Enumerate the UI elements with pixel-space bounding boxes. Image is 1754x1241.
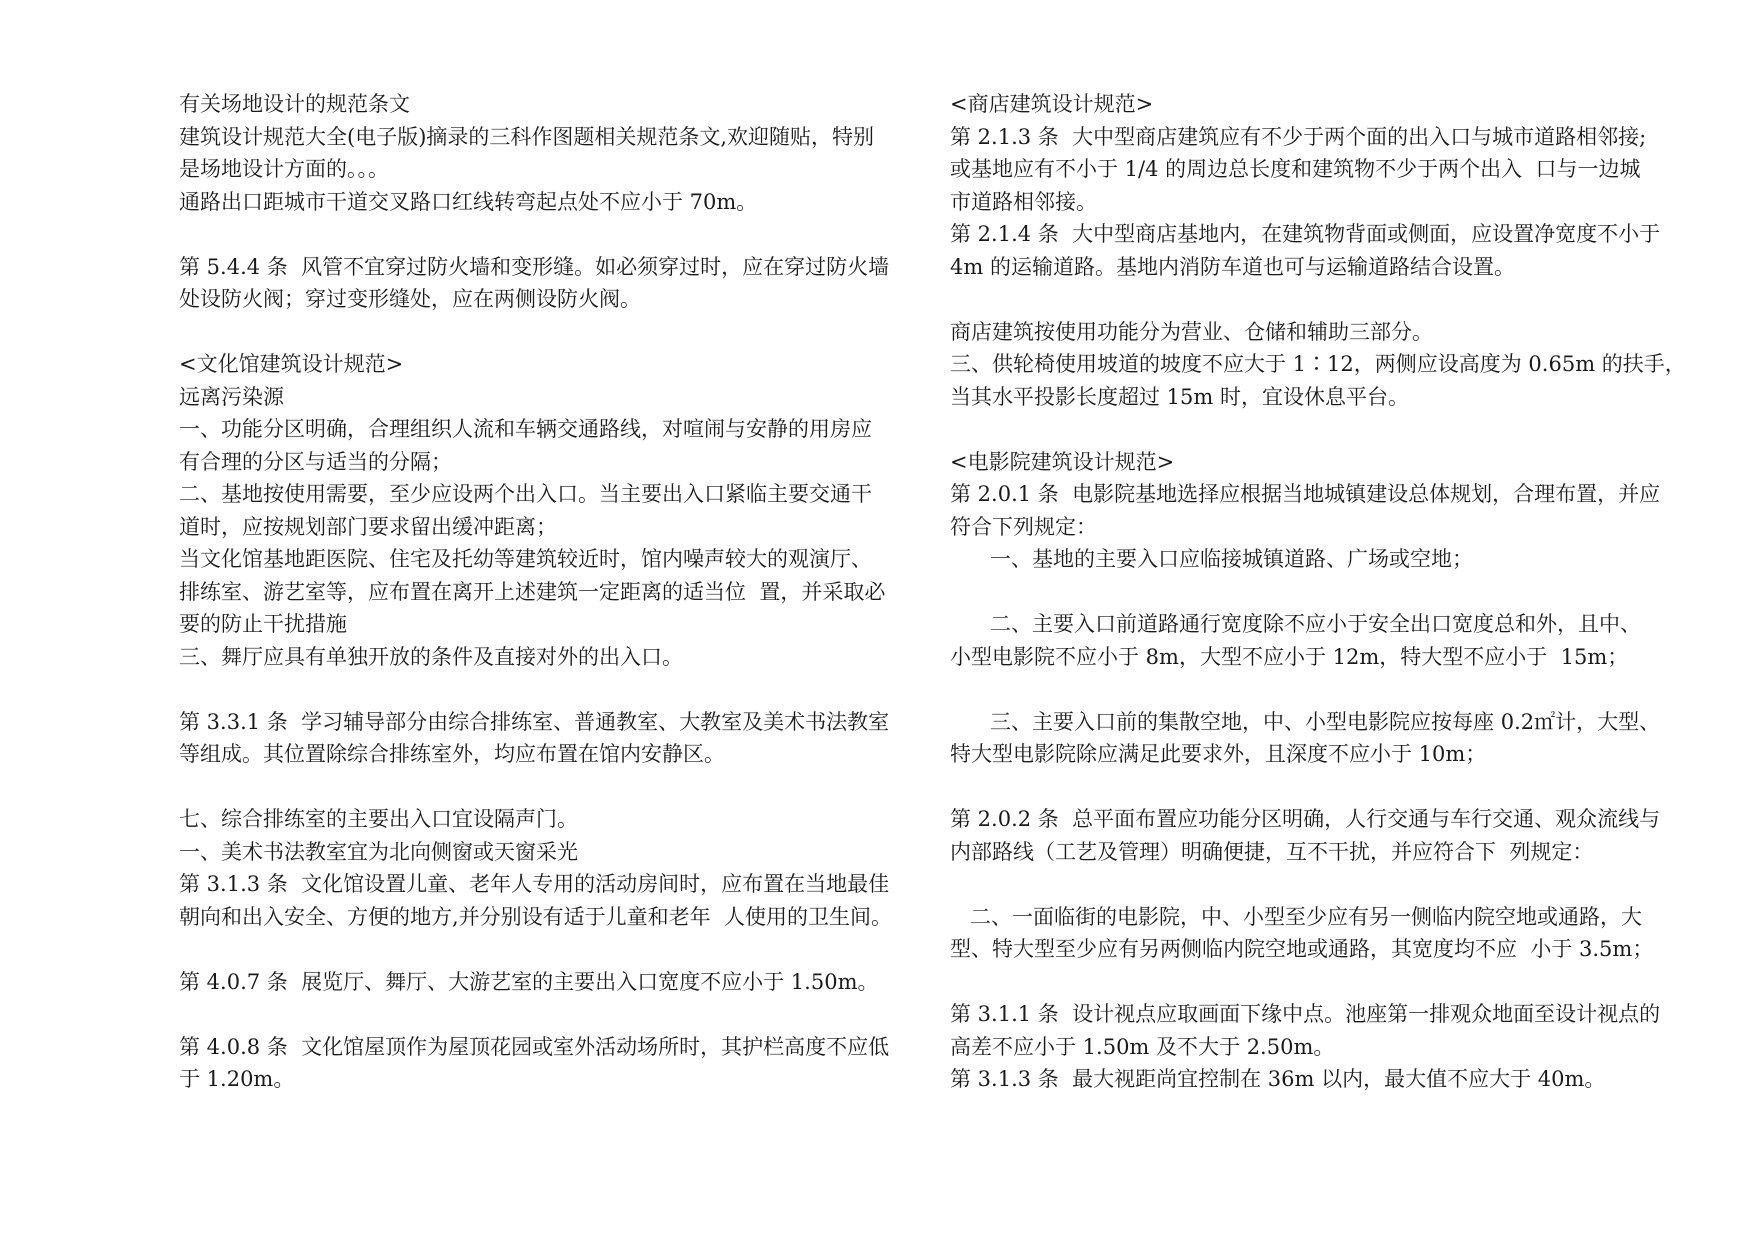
text-line: 或基地应有不小于 1/4 的周边总长度和建筑物不少于两个出入 口与一边城 xyxy=(950,157,1641,181)
text-line: 一、美术书法教室宜为北向侧窗或天窗采光 xyxy=(179,839,578,864)
blank-line xyxy=(179,933,919,966)
text-line: 第 4.0.7 条 展览厅、舞厅、大游艺室的主要出入口宽度不应小于 1.50m。 xyxy=(179,969,879,994)
text-line: <文化馆建筑设计规范> xyxy=(179,352,404,376)
text-line: 当其水平投影长度超过 15m 时，宜设休息平台。 xyxy=(950,384,1409,409)
text-line: 等组成。其位置除综合排练室外，均应布置在馆内安静区。 xyxy=(179,742,725,766)
text-line: 远离污染源 xyxy=(179,384,284,409)
text-line: 通路出口距城市干道交叉路口红线转弯起点处不应小于 70m。 xyxy=(179,189,758,214)
text-line: 道时，应按规划部门要求留出缓冲距离； xyxy=(179,514,557,539)
left-text-column xyxy=(179,88,919,1096)
text-line: 二、一面临街的电影院，中、小型至少应有另一侧临内院空地或通路，大 xyxy=(950,904,1643,929)
blank-line xyxy=(950,673,1680,706)
blank-line xyxy=(950,771,1680,804)
text-line: 处设防火阀；穿过变形缝处，应在两侧设防火阀。 xyxy=(179,287,641,311)
text-line: 朝向和出入安全、方便的地方,并分别设有适于儿童和老年 人使用的卫生间。 xyxy=(179,904,893,929)
blank-line xyxy=(950,413,1680,446)
text-line: 4m 的运输道路。基地内消防车道也可与运输道路结合设置。 xyxy=(950,254,1515,279)
text-line: 小型电影院不应小于 8m，大型不应小于 12m，特大型不应小于 15m； xyxy=(950,644,1629,669)
text-line: 二、主要入口前道路通行宽度除不应小于安全出口宽度总和外，且中、 xyxy=(950,612,1642,636)
text-line: 第 2.1.4 条 大中型商店基地内，在建筑物背面或侧面，应设置净宽度不小于 xyxy=(950,222,1661,246)
text-line: <商店建筑设计规范> xyxy=(950,92,1154,116)
text-line: 有合理的分区与适当的分隔； xyxy=(179,449,452,474)
text-line: 第 2.0.2 条 总平面布置应功能分区明确，人行交通与车行交通、观众流线与 xyxy=(950,807,1661,831)
text-line: 七、综合排练室的主要出入口宜设隔声门。 xyxy=(179,807,578,831)
text-line: 第 4.0.8 条 文化馆屋顶作为屋顶花园或室外活动场所时，其护栏高度不应低 xyxy=(179,1034,890,1059)
blank-line xyxy=(179,771,919,804)
blank-line xyxy=(179,998,919,1031)
blank-line xyxy=(179,316,919,349)
text-line: 当文化馆基地距医院、住宅及托幼等建筑较近时，馆内噪声较大的观演厅、 xyxy=(179,547,872,571)
text-line: 第 3.3.1 条 学习辅导部分由综合排练室、普通教室、大教室及美术书法教室 xyxy=(179,709,890,734)
text-line: 三、主要入口前的集散空地，中、小型电影院应按每座 0.2㎡计，大型、 xyxy=(950,709,1661,734)
blank-line xyxy=(950,966,1680,999)
blank-line xyxy=(179,673,919,706)
text-line: 是场地设计方面的。。。 xyxy=(179,157,389,181)
text-line: 建筑设计规范大全(电子版)摘录的三科作图题相关规范条文,欢迎随贴，特别 xyxy=(179,124,875,149)
text-line: 第 3.1.3 条 最大视距尚宜控制在 36m 以内，最大值不应大于 40m。 xyxy=(950,1067,1606,1091)
text-line: 第 5.4.4 条 风管不宜穿过防火墙和变形缝。如必须穿过时，应在穿过防火墙 xyxy=(179,254,890,279)
text-line: <电影院建筑设计规范> xyxy=(950,449,1175,474)
text-line: 一、基地的主要入口应临接城镇道路、广场或空地； xyxy=(950,547,1474,571)
blank-line xyxy=(950,283,1680,316)
text-line: 有关场地设计的规范条文 xyxy=(179,92,410,116)
text-line: 一、功能分区明确，合理组织人流和车辆交通路线，对喧闹与安静的用房应 xyxy=(179,417,872,441)
text-line: 高差不应小于 1.50m 及不大于 2.50m。 xyxy=(950,1034,1335,1059)
text-line: 第 2.0.1 条 电影院基地选择应根据当地城镇建设总体规划，合理布置，并应 xyxy=(950,482,1661,506)
text-line: 符合下列规定： xyxy=(950,514,1097,539)
text-line: 二、基地按使用需要，至少应设两个出入口。当主要出入口紧临主要交通干 xyxy=(179,482,872,506)
text-line: 特大型电影院除应满足此要求外，且深度不应小于 10m； xyxy=(950,742,1487,766)
text-line: 型、特大型至少应有另两侧临内院空地或通路，其宽度均不应 小于 3.5m； xyxy=(950,937,1654,961)
blank-line xyxy=(950,868,1680,901)
text-line: 排练室、游艺室等，应布置在离开上述建筑一定距离的适当位 置，并采取必 xyxy=(179,579,886,604)
text-line: 于 1.20m。 xyxy=(179,1067,295,1091)
text-line: 商店建筑按使用功能分为营业、仓储和辅助三部分。 xyxy=(950,319,1433,344)
blank-line xyxy=(950,576,1680,609)
text-line: 市道路相邻接。 xyxy=(950,189,1097,214)
text-line: 三、舞厅应具有单独开放的条件及直接对外的出入口。 xyxy=(179,644,683,669)
text-line: 三、供轮椅使用坡道的坡度不应大于 1∶12，两侧应设高度为 0.65m 的扶手， xyxy=(950,352,1686,376)
text-line: 内部路线（工艺及管理）明确便捷，互不干扰，并应符合下 列规定： xyxy=(950,839,1594,864)
text-line: 要的防止干扰措施 xyxy=(179,612,347,636)
text-line: 第 2.1.3 条 大中型商店建筑应有不少于两个面的出入口与城市道路相邻接; xyxy=(950,124,1647,149)
right-text-column xyxy=(950,88,1686,1096)
blank-line xyxy=(179,218,919,251)
text-line: 第 3.1.3 条 文化馆设置儿童、老年人专用的活动房间时，应布置在当地最佳 xyxy=(179,872,890,896)
text-line: 第 3.1.1 条 设计视点应取画面下缘中点。池座第一排观众地面至设计视点的 xyxy=(950,1002,1661,1026)
